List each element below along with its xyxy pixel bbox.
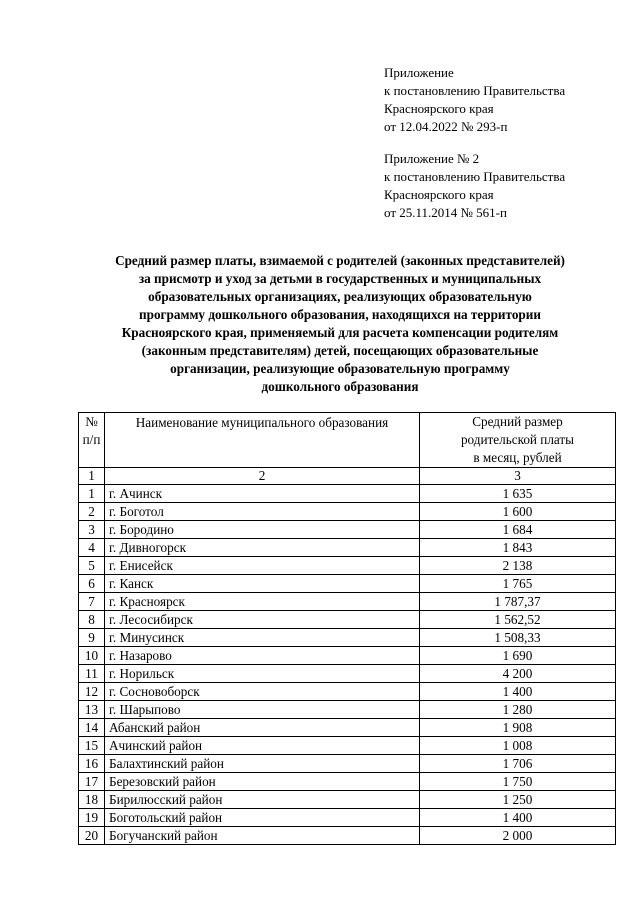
row-municipality: г. Ачинск [105, 485, 420, 503]
table-row [79, 521, 616, 539]
row-average-fee: 1 765 [420, 575, 616, 593]
table-row [79, 629, 616, 647]
appendix-line: Красноярского края [384, 101, 494, 116]
table-row [79, 647, 616, 665]
row-average-fee: 1 787,37 [420, 593, 616, 611]
title-line: Средний размер платы, взимаемой с родителей (законных представителей) [115, 253, 565, 268]
row-municipality: г. Минусинск [105, 629, 420, 647]
column-index: 2 [105, 468, 420, 485]
table-row [79, 485, 616, 503]
column-index-row [79, 468, 616, 485]
row-municipality: Абанский район [105, 719, 420, 737]
row-municipality: г. Боготол [105, 503, 420, 521]
table-row [79, 719, 616, 737]
table-row [79, 665, 616, 683]
title-line: образовательных организациях, реализующих образовательную [148, 289, 532, 304]
appendix-line: от 12.04.2022 № 293-п [384, 119, 508, 134]
header-number-line: п/п [82, 432, 101, 447]
row-average-fee: 1 750 [420, 773, 616, 791]
row-number: 6 [79, 575, 105, 593]
row-municipality: г. Красноярск [105, 593, 420, 611]
row-municipality: г. Назарово [105, 647, 420, 665]
table-row [79, 773, 616, 791]
row-municipality: г. Енисейск [105, 557, 420, 575]
appendix-line: Приложение [384, 65, 454, 80]
row-number: 18 [79, 791, 105, 809]
row-average-fee: 1 008 [420, 737, 616, 755]
table-row [79, 539, 616, 557]
table-row [79, 575, 616, 593]
row-municipality: г. Шарыпово [105, 701, 420, 719]
table-header-row [79, 413, 616, 468]
table-row [79, 611, 616, 629]
row-municipality: г. Лесосибирск [105, 611, 420, 629]
fee-table [78, 412, 616, 845]
row-average-fee: 1 562,52 [420, 611, 616, 629]
row-average-fee: 1 908 [420, 719, 616, 737]
row-number: 14 [79, 719, 105, 737]
appendix-line: к постановлению Правительства [384, 83, 566, 98]
row-municipality: г. Канск [105, 575, 420, 593]
appendix-block-1 [384, 64, 565, 136]
table-row [79, 755, 616, 773]
row-municipality: Балахтинский район [105, 755, 420, 773]
header-fee-line: Средний размер [472, 414, 563, 429]
appendix-line: от 25.11.2014 № 561-п [384, 205, 507, 220]
header-fee-line: родительской платы [460, 432, 575, 447]
row-average-fee: 1 250 [420, 791, 616, 809]
row-average-fee: 1 600 [420, 503, 616, 521]
column-index: 3 [420, 468, 616, 485]
row-number: 9 [79, 629, 105, 647]
row-municipality: Богучанский район [105, 827, 420, 845]
row-average-fee: 1 706 [420, 755, 616, 773]
header-fee-line: в месяц, рублей [473, 450, 562, 465]
appendix-line: Красноярского края [384, 187, 494, 202]
table-row [79, 791, 616, 809]
row-number: 4 [79, 539, 105, 557]
column-index: 1 [79, 468, 105, 485]
row-number: 7 [79, 593, 105, 611]
row-number: 13 [79, 701, 105, 719]
table-row [79, 557, 616, 575]
row-number: 5 [79, 557, 105, 575]
table-row [79, 503, 616, 521]
row-number: 17 [79, 773, 105, 791]
row-municipality: г. Норильск [105, 665, 420, 683]
title-line: дошкольного образования [261, 379, 419, 394]
row-municipality: Бирилюсский район [105, 791, 420, 809]
row-average-fee: 1 280 [420, 701, 616, 719]
table-row [79, 683, 616, 701]
row-average-fee: 1 400 [420, 809, 616, 827]
row-average-fee: 2 138 [420, 557, 616, 575]
header-average-fee [420, 413, 616, 468]
row-number: 19 [79, 809, 105, 827]
row-number: 3 [79, 521, 105, 539]
row-average-fee: 1 635 [420, 485, 616, 503]
title-line: программу дошкольного образования, находящихся на территории [139, 307, 541, 322]
row-municipality: Боготольский район [105, 809, 420, 827]
row-average-fee: 1 508,33 [420, 629, 616, 647]
row-number: 20 [79, 827, 105, 845]
row-municipality: г. Бородино [105, 521, 420, 539]
table-row [79, 809, 616, 827]
header-municipality: Наименование муниципального образования [105, 413, 420, 468]
title-line: организации, реализующие образовательную программу [170, 361, 510, 376]
header-number [79, 413, 105, 468]
header-number-line: № [85, 414, 98, 429]
row-number: 2 [79, 503, 105, 521]
table-row [79, 737, 616, 755]
row-number: 15 [79, 737, 105, 755]
appendix-line: к постановлению Правительства [384, 169, 566, 184]
appendix-block-2 [384, 150, 565, 222]
row-municipality: г. Сосновоборск [105, 683, 420, 701]
row-number: 8 [79, 611, 105, 629]
row-average-fee: 1 843 [420, 539, 616, 557]
row-average-fee: 4 200 [420, 665, 616, 683]
row-number: 12 [79, 683, 105, 701]
row-average-fee: 2 000 [420, 827, 616, 845]
row-municipality: г. Дивногорск [105, 539, 420, 557]
row-average-fee: 1 400 [420, 683, 616, 701]
document-title [60, 252, 620, 396]
row-average-fee: 1 684 [420, 521, 616, 539]
appendix-line: Приложение № 2 [384, 151, 480, 166]
row-number: 16 [79, 755, 105, 773]
row-number: 1 [79, 485, 105, 503]
table-row [79, 827, 616, 845]
row-number: 11 [79, 665, 105, 683]
table-row [79, 593, 616, 611]
table-row [79, 701, 616, 719]
row-average-fee: 1 690 [420, 647, 616, 665]
title-line: (законным представителям) детей, посещающих образовательные [141, 343, 539, 358]
title-line: Красноярского края, применяемый для расчета компенсации родителям [121, 325, 559, 340]
row-municipality: Ачинский район [105, 737, 420, 755]
row-number: 10 [79, 647, 105, 665]
row-municipality: Березовский район [105, 773, 420, 791]
title-line: за присмотр и уход за детьми в государственных и муниципальных [138, 271, 542, 286]
